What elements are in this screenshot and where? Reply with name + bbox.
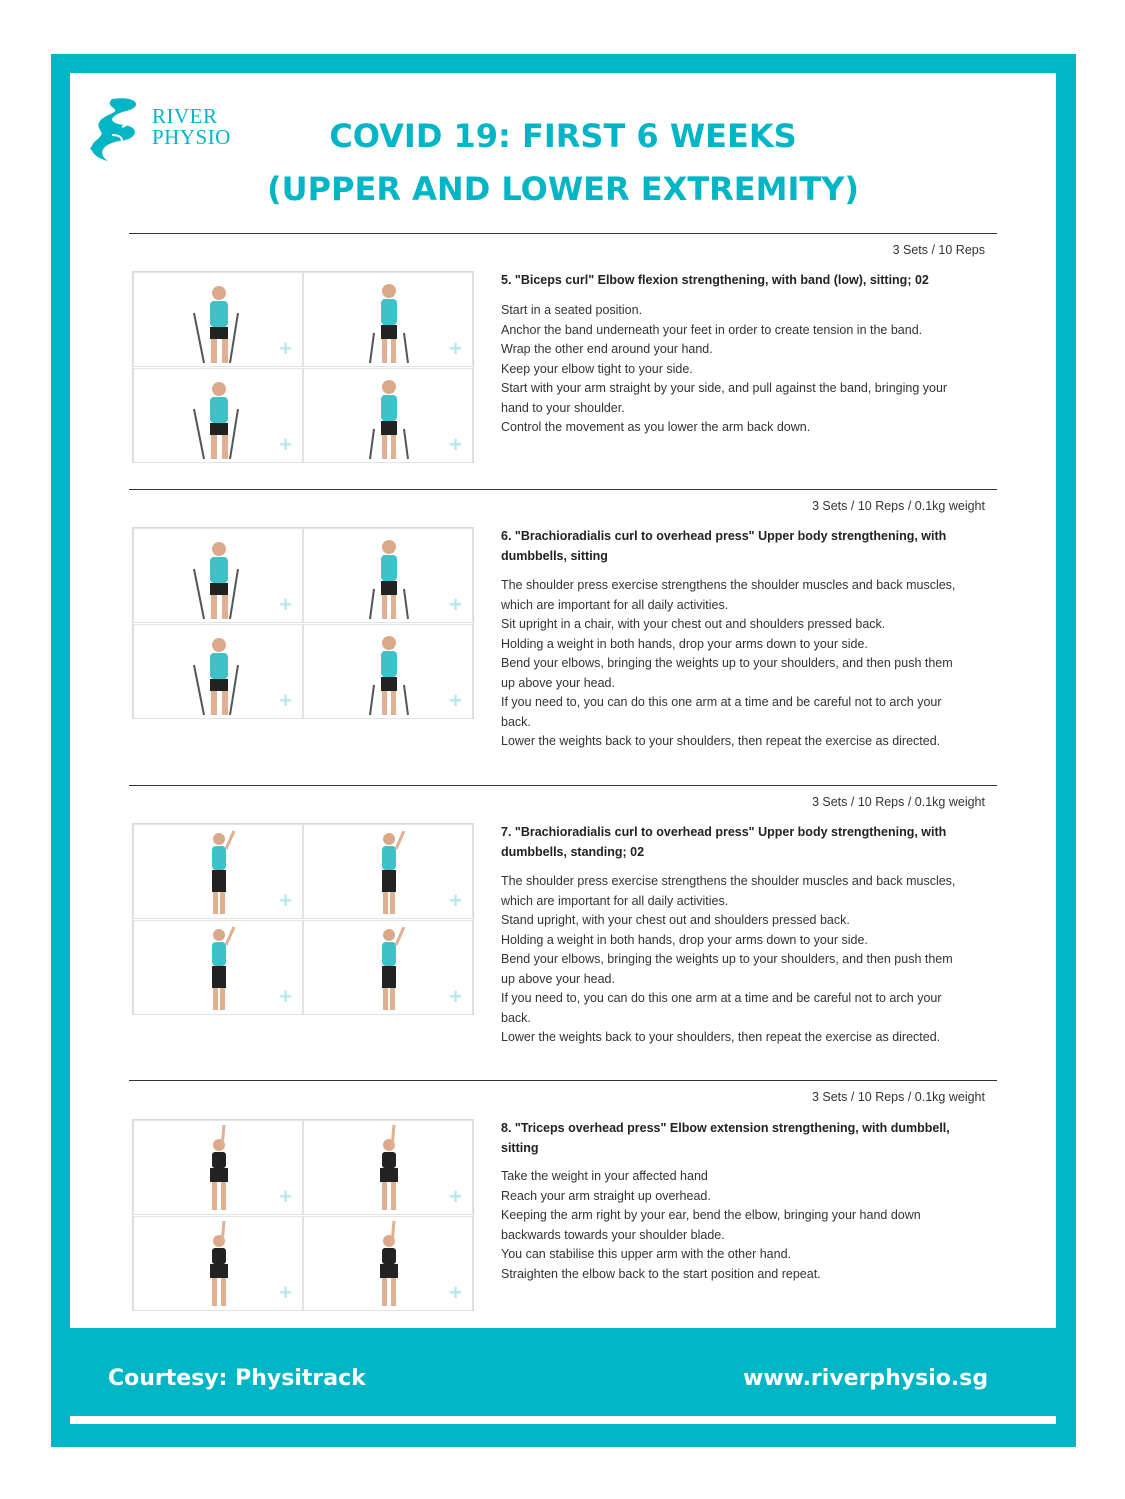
brand-line-1: RIVER (152, 104, 218, 128)
exercise-divider (129, 785, 997, 786)
plus-icon: + (449, 592, 462, 617)
exercise-step-image[interactable] (303, 824, 473, 919)
plus-icon: + (449, 432, 462, 457)
exercise-dosage: 3 Sets / 10 Reps / 0.1kg weight (811, 499, 985, 513)
instruction-line: Wrap the other end around your hand. (501, 342, 713, 356)
exercise-title (501, 823, 996, 862)
exercise-title (501, 271, 996, 291)
instruction-line: Anchor the band underneath your feet in order to create tension in the band. (501, 322, 923, 337)
brand-line-2: PHYSIO (152, 125, 231, 149)
instruction-line: Bend your elbows, bringing the weights up to your shoulders, and then push them (501, 656, 953, 670)
exercise-step-image[interactable] (303, 1216, 473, 1311)
instruction-line: Holding a weight in both hands, drop your arms down to your side. (501, 932, 868, 947)
exercise-step-image[interactable] (133, 1120, 303, 1215)
instruction-line: Lower the weights back to your shoulders, then repeat the exercise as directed. (501, 1030, 941, 1044)
instruction-line: You can stabilise this upper arm with the other hand. (501, 1247, 791, 1261)
exercise-title (501, 527, 996, 566)
exercise-image-grid (132, 823, 474, 1015)
plus-icon: + (279, 688, 292, 713)
person-figure-icon (304, 1217, 473, 1311)
exercise-image-grid (132, 527, 474, 719)
plus-icon: + (449, 1184, 462, 1209)
person-figure-icon (134, 273, 303, 367)
instruction-line: If you need to, you can do this one arm at a time and be careful not to arch your (501, 991, 942, 1005)
person-figure-icon (304, 1121, 473, 1215)
person-figure-icon (134, 1217, 303, 1311)
plus-icon: + (279, 984, 292, 1009)
person-figure-icon (304, 273, 473, 367)
plus-icon: + (279, 888, 292, 913)
exercise-step-image[interactable] (133, 272, 303, 367)
exercise-step-image[interactable] (133, 1216, 303, 1311)
exercise-title-line: dumbbells, sitting (501, 548, 608, 563)
footer-divider (70, 1416, 1056, 1424)
exercise-step-image[interactable] (303, 920, 473, 1015)
footer-credit: Courtesy: Physitrack (108, 1366, 366, 1391)
exercise-divider (129, 489, 997, 490)
exercise-step-image[interactable] (133, 368, 303, 463)
person-figure-icon (134, 529, 303, 623)
exercise-instructions (501, 576, 1001, 752)
instruction-line: Keeping the arm right by your ear, bend the elbow, bringing your hand down (501, 1208, 921, 1222)
person-figure-icon (304, 529, 473, 623)
brand-name (152, 106, 231, 148)
instruction-line: Stand upright, with your chest out and shoulders pressed back. (501, 913, 850, 927)
instruction-line: up above your head. (501, 675, 615, 690)
exercise-title-line: 8. "Triceps overhead press" Elbow extension strengthening, with dumbbell, (501, 1121, 950, 1135)
exercise-divider (129, 1080, 997, 1081)
exercise-title-line: 6. "Brachioradialis curl to overhead press" Upper body strengthening, with (501, 529, 947, 543)
person-figure-icon (134, 1121, 303, 1215)
instruction-line: back. (501, 714, 531, 729)
exercise-dosage: 3 Sets / 10 Reps / 0.1kg weight (811, 1090, 985, 1104)
person-figure-icon (304, 825, 473, 919)
exercise-instructions (501, 301, 1001, 438)
plus-icon: + (279, 1280, 292, 1305)
person-figure-icon (134, 625, 303, 719)
exercise-image-grid (132, 271, 474, 463)
instruction-line: which are important for all daily activities. (501, 597, 729, 612)
exercise-divider (129, 233, 997, 234)
instruction-line: back. (501, 1010, 531, 1025)
exercise-step-image[interactable] (303, 368, 473, 463)
instruction-line: Holding a weight in both hands, drop your arms down to your side. (501, 636, 868, 651)
plus-icon: + (279, 1184, 292, 1209)
person-figure-icon (134, 369, 303, 463)
instruction-line: Start with your arm straight by your side, and pull against the band, bringing your (501, 381, 948, 395)
plus-icon: + (279, 592, 292, 617)
exercise-step-image[interactable] (303, 1120, 473, 1215)
person-figure-icon (134, 825, 303, 919)
exercise-title-line: sitting (501, 1140, 539, 1155)
exercise-step-image[interactable] (133, 528, 303, 623)
instruction-line: Reach your arm straight up overhead. (501, 1188, 711, 1203)
exercise-title-line: 7. "Brachioradialis curl to overhead press" Upper body strengthening, with (501, 825, 947, 839)
instruction-line: Lower the weights back to your shoulders, then repeat the exercise as directed. (501, 734, 941, 748)
exercise-instructions (501, 872, 1001, 1048)
instruction-line: If you need to, you can do this one arm at a time and be careful not to arch your (501, 695, 942, 709)
person-figure-icon (304, 921, 473, 1015)
exercise-step-image[interactable] (303, 528, 473, 623)
exercise-step-image[interactable] (303, 272, 473, 367)
instruction-line: Take the weight in your affected hand (501, 1169, 708, 1183)
person-figure-icon (304, 625, 473, 719)
page-title-line-1: COVID 19: FIRST 6 WEEKS (329, 117, 797, 155)
instruction-line: Keep your elbow tight to your side. (501, 361, 693, 376)
exercise-dosage: 3 Sets / 10 Reps / 0.1kg weight (811, 795, 985, 809)
instruction-line: Sit upright in a chair, with your chest out and shoulders pressed back. (501, 617, 886, 631)
exercise-step-image[interactable] (303, 624, 473, 719)
instruction-line: Bend your elbows, bringing the weights up to your shoulders, and then push them (501, 952, 953, 966)
exercise-title (501, 1119, 996, 1158)
person-figure-icon (304, 369, 473, 463)
exercise-step-image[interactable] (133, 920, 303, 1015)
instruction-line: up above your head. (501, 971, 615, 986)
page-title (250, 110, 876, 216)
plus-icon: + (449, 1280, 462, 1305)
exercise-title-line: 5. "Biceps curl" Elbow flexion strengthening, with band (low), sitting; 02 (501, 273, 929, 287)
plus-icon: + (279, 432, 292, 457)
exercise-instructions (501, 1167, 1001, 1284)
exercise-step-image[interactable] (133, 624, 303, 719)
plus-icon: + (279, 336, 292, 361)
exercise-image-grid (132, 1119, 474, 1311)
plus-icon: + (449, 336, 462, 361)
plus-icon: + (449, 688, 462, 713)
exercise-step-image[interactable] (133, 824, 303, 919)
instruction-line: The shoulder press exercise strengthens the shoulder muscles and back muscles, (501, 578, 956, 592)
plus-icon: + (449, 984, 462, 1009)
exercise-dosage: 3 Sets / 10 Reps (892, 243, 985, 257)
instruction-line: Start in a seated position. (501, 303, 643, 317)
person-figure-icon (134, 921, 303, 1015)
instruction-line: which are important for all daily activities. (501, 893, 729, 908)
footer-website-link[interactable]: www.riverphysio.sg (743, 1366, 989, 1391)
plus-icon: + (449, 888, 462, 913)
instruction-line: hand to your shoulder. (501, 400, 625, 415)
page-title-line-2: (UPPER AND LOWER EXTREMITY) (266, 170, 860, 208)
instruction-line: backwards towards your shoulder blade. (501, 1227, 725, 1242)
exercise-title-line: dumbbells, standing; 02 (501, 844, 645, 859)
instruction-line: Control the movement as you lower the arm back down. (501, 420, 811, 434)
instruction-line: Straighten the elbow back to the start position and repeat. (501, 1266, 821, 1281)
instruction-line: The shoulder press exercise strengthens the shoulder muscles and back muscles, (501, 874, 956, 888)
